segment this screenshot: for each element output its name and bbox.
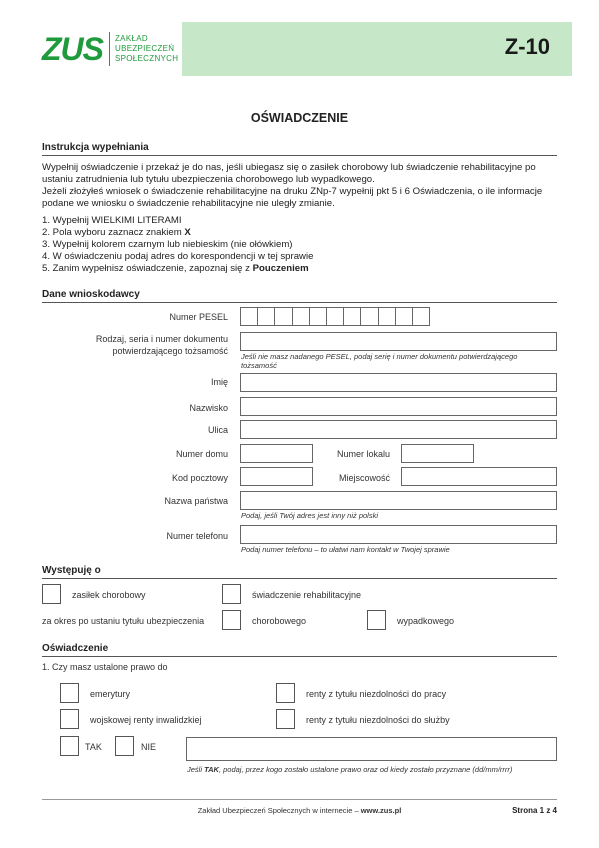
disability-work-label: renty z tytułu niezdolności do pracy [306,689,447,699]
accident-insurance-label: wypadkowego [397,616,455,626]
footer-divider [42,799,557,800]
instruction-item: 3. Wypełnij kolorem czarnym lub niebieskim (nie ołówkiem) [42,239,293,250]
instructions-heading: Instrukcja wypełniania [42,142,557,156]
applicant-heading: Dane wnioskodawcy [42,289,557,303]
form-header [32,22,572,76]
logo-line-1: ZAKŁAD [115,34,148,43]
pesel-input[interactable] [240,307,429,326]
accident-insurance-checkbox[interactable] [367,610,386,630]
instruction-item: 2. Pola wyboru zaznacz znakiem X [42,227,191,238]
yes-label: TAK [85,742,102,752]
form-code: Z-10 [504,34,550,59]
country-input[interactable] [240,491,557,510]
instructions-para-1: Wypełnij oświadczenie i przekaż je do nas, jeśli ubiegasz się o zasiłek chorobowy lub świadczenie rehabilitacyjne po ustaniu zatrudnienia lub tytułu ubezpieczenia chorobowego lub wypadkowego. [42,162,536,185]
instruction-item: 5. Zanim wypełnisz oświadczenie, zapoznaj się z Pouczeniem [42,263,309,274]
pesel-label: Numer PESEL [169,312,228,322]
logo-line-2: UBEZPIECZEŃ [115,44,175,53]
city-input[interactable] [401,467,557,486]
sick-benefit-checkbox[interactable] [42,584,61,604]
country-hint: Podaj, jeśli Twój adres jest inny niż polski [241,511,379,520]
logo-text [115,34,178,64]
flat-number-input[interactable] [401,444,474,463]
sick-benefit-label: zasiłek chorobowy [72,590,146,600]
pesel-cell[interactable] [257,307,275,326]
flat-number-label: Numer lokalu [336,449,390,459]
house-number-input[interactable] [240,444,313,463]
postcode-input[interactable] [240,467,313,486]
retirement-checkbox[interactable] [60,683,79,703]
instruction-item: 1. Wypełnij WIELKIMI LITERAMI [42,215,182,226]
pesel-cell[interactable] [240,307,258,326]
pesel-cell[interactable] [378,307,396,326]
zus-logo [32,22,182,76]
footer-text: Zakład Ubezpieczeń Społecznych w internecie – www.zus.pl [197,806,402,815]
house-number-label: Numer domu [175,449,228,459]
logo-separator [109,32,110,66]
military-pension-checkbox[interactable] [60,709,79,729]
military-pension-label: wojskowej renty inwalidzkiej [90,715,202,725]
disability-work-checkbox[interactable] [276,683,295,703]
retirement-label: emerytury [90,689,131,699]
street-label: Ulica [207,425,228,435]
no-checkbox[interactable] [115,736,134,756]
phone-input[interactable] [240,525,557,544]
question-1: 1. Czy masz ustalone prawo do [42,662,168,672]
pension-details-input[interactable] [186,737,557,761]
pesel-cell[interactable] [395,307,413,326]
logo-mark [32,32,178,66]
rehab-benefit-label: świadczenie rehabilitacyjne [252,590,362,600]
sickness-insurance-label: chorobowego [252,616,307,626]
sickness-insurance-checkbox[interactable] [222,610,241,630]
phone-label: Numer telefonu [166,531,228,541]
disability-service-label: renty z tytułu niezdolności do służby [306,715,450,725]
pesel-cell[interactable] [292,307,310,326]
pension-details-hint: Jeśli TAK, podaj, przez kogo zostało ustalone prawo oraz od kiedy zostało przyznane (dd/mm/rrrr) [187,765,513,774]
apply-for-heading: Występuję o [42,565,557,579]
instructions-para-2: Jeżeli złożyłeś wniosek o świadczenie rehabilitacyjne na druku ZNp-7 wypełnij pkt 5 i 6 Oświadczenia, o ile informacje podane we wniosku o świadczenie rehabilitacyjne nie uległy zmianie. [42,186,543,209]
phone-hint: Podaj numer telefonu – to ułatwi nam kontakt w Twojej sprawie [241,545,450,554]
pesel-cell[interactable] [343,307,361,326]
yes-checkbox[interactable] [60,736,79,756]
id-document-input[interactable] [240,332,557,351]
first-name-input[interactable] [240,373,557,392]
id-document-label: Rodzaj, seria i numer dokumentu potwierdzającego tożsamość [95,334,228,356]
disability-service-checkbox[interactable] [276,709,295,729]
last-name-label: Nazwisko [189,403,228,413]
instructions-list [42,215,560,275]
logo-line-3: SPOŁECZNYCH [115,54,179,63]
page-number: Strona 1 z 4 [512,806,557,815]
pesel-cell[interactable] [412,307,430,326]
pesel-cell[interactable] [326,307,344,326]
document-title: OŚWIADCZENIE [250,111,349,125]
instruction-item: 4. W oświadczeniu podaj adres do korespondencji w tej sprawie [42,251,314,262]
postcode-label: Kod pocztowy [171,473,228,483]
header-band [182,22,572,76]
first-name-label: Imię [210,377,228,387]
logo-zus-mark: ZUS [42,31,103,67]
country-label: Nazwa państwa [164,496,228,506]
street-input[interactable] [240,420,557,439]
insurance-period-label: za okres po ustaniu tytułu ubezpieczenia [42,616,205,626]
declaration-heading: Oświadczenie [42,643,557,657]
pesel-cell[interactable] [274,307,292,326]
pesel-cell[interactable] [309,307,327,326]
pesel-cell[interactable] [360,307,378,326]
no-label: NIE [141,742,157,752]
rehab-benefit-checkbox[interactable] [222,584,241,604]
city-label: Miejscowość [338,473,390,483]
id-document-hint: Jeśli nie masz nadanego PESEL, podaj serię i numer dokumentu potwierdzającego tożsamość [241,352,518,370]
last-name-input[interactable] [240,397,557,416]
footer-url[interactable]: www.zus.pl [360,806,402,815]
